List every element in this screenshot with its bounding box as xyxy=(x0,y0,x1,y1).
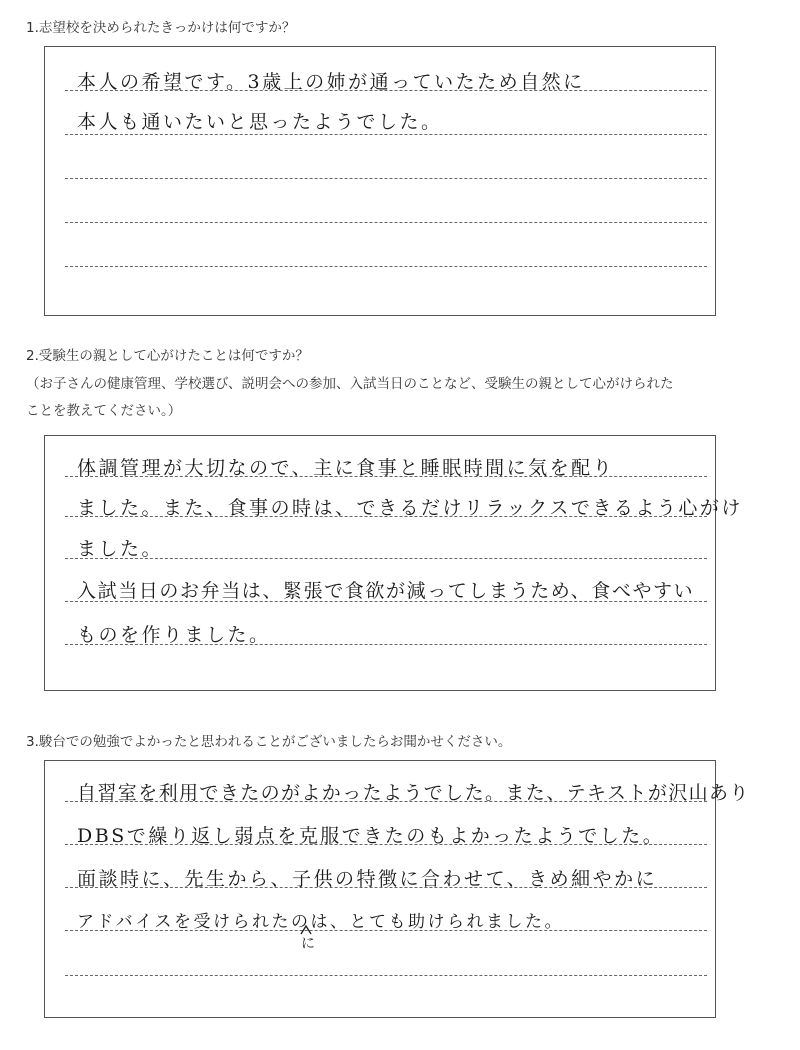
handwritten-answer-line: ました。 xyxy=(77,538,164,560)
answer-box-2 xyxy=(44,435,743,691)
handwritten-answer-line: ものを作りました。 xyxy=(77,624,271,646)
handwritten-answer-line: 面談時に、先生から、子供の特徴に合わせて、きめ細やかに xyxy=(77,868,658,890)
question-2-label: 2.受験生の親として心がけたことは何ですか？ xyxy=(26,348,309,364)
handwritten-answer-line: DBSで繰り返し弱点を克服できたのもよかったようでした。 xyxy=(77,825,665,847)
handwritten-answer-line: 本人の希望です。3歳上の姉が通っていたため自然に xyxy=(77,71,585,93)
handwritten-answer-line: 自習室を利用できたのがよかったようでした。また、テキストが沢山あり xyxy=(77,782,750,804)
question-3-label: 3.駿台での勉強でよかったと思われることがございましたらお聞かせください。 xyxy=(26,734,512,750)
handwritten-answer-line: 本人も通いたいと思ったようでした。 xyxy=(77,111,443,133)
insertion-caret-icon xyxy=(300,925,312,935)
question-2-sublabel: （お子さんの健康管理、学校選び、説明会への参加、入試当日のことなど、受験生の親として心がけられた xyxy=(26,376,674,392)
ruled-line xyxy=(65,222,707,223)
answer-box-3 xyxy=(44,760,750,1018)
handwritten-answer-line: 体調管理が大切なので、主に食事と睡眠時間に気を配り xyxy=(77,457,615,479)
question-1-label: 1.志望校を決められたきっかけは何ですか？ xyxy=(26,20,296,36)
insertion-text: に xyxy=(301,936,315,952)
question-2-sublabel: ことを教えてください。） xyxy=(26,403,182,419)
ruled-line xyxy=(65,134,707,135)
ruled-line xyxy=(65,975,707,976)
handwritten-answer-line: 入試当日のお弁当は、緊張で食欲が減ってしまうため、食べやすい xyxy=(77,580,695,602)
answer-box-1 xyxy=(44,46,716,316)
handwritten-answer-line: ました。また、食事の時は、できるだけリラックスできるよう心がけ xyxy=(77,497,743,519)
ruled-line xyxy=(65,266,707,267)
handwritten-answer-line: アドバイスを受けられたのは、とても助けられました。 xyxy=(77,912,564,932)
ruled-line xyxy=(65,178,707,179)
